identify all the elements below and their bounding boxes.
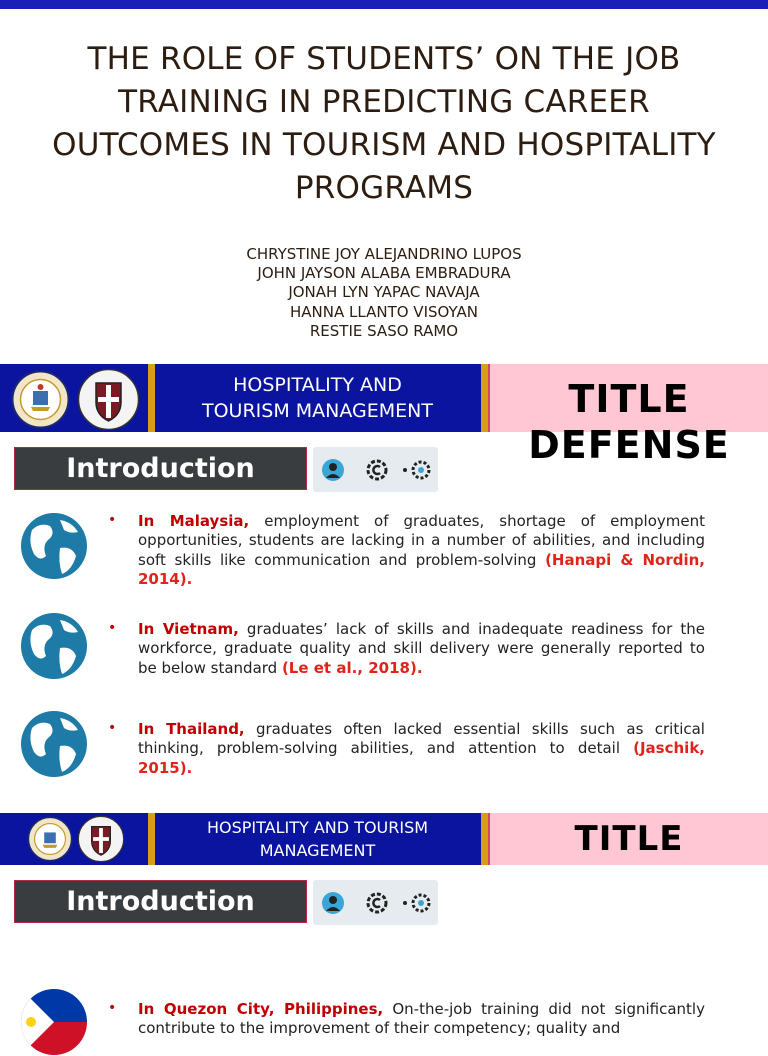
globe-icon — [20, 612, 88, 680]
program-line: MANAGEMENT — [259, 841, 376, 860]
program-name — [155, 813, 480, 865]
intro-paragraph — [138, 512, 705, 589]
slide-header-band — [0, 364, 768, 467]
icon-strip — [313, 880, 438, 925]
program-line: TOURISM MANAGEMENT — [202, 400, 433, 422]
location-label: In Quezon City, Philippines, — [138, 1000, 384, 1018]
globe-icon — [20, 512, 88, 580]
slide-header-band — [0, 813, 768, 865]
college-seal-logo — [28, 817, 72, 861]
author-name: JOHN JAYSON ALABA EMBRADURA — [257, 264, 511, 283]
program-line: HOSPITALITY AND TOURISM — [206, 818, 429, 837]
program-line: HOSPITALITY AND — [233, 374, 402, 396]
paragraph-text: employment of graduates, shortage of employment opportunities, students are lacking in a number of abilities, and including soft skills like communication and problem-solving — [138, 512, 705, 569]
shield-crest-logo — [78, 369, 139, 430]
divider-bar — [481, 364, 488, 432]
logo-group — [0, 364, 150, 432]
student-icon — [321, 891, 345, 915]
author-name: CHRYSTINE JOY ALEJANDRINO LUPOS — [246, 245, 522, 263]
title-defense-badge — [488, 364, 768, 467]
citation: (Hanapi & Nordin, 2014). — [138, 550, 706, 588]
divider-bar — [148, 813, 155, 865]
author-name: HANNA LLANTO VISOYAN — [290, 302, 478, 321]
logo-group — [0, 813, 150, 865]
badge-text: TITLE DEFENSE — [528, 377, 730, 467]
country-label: In Thailand, — [138, 720, 245, 738]
intro-paragraph — [138, 620, 705, 678]
gear-network-icon — [401, 891, 435, 915]
philippine-flag-icon — [20, 988, 88, 1056]
bullet: • — [108, 620, 117, 636]
top-accent-bar — [0, 0, 768, 9]
divider-bar — [481, 813, 488, 865]
bullet: • — [108, 1000, 117, 1016]
title-badge — [488, 813, 768, 865]
paragraph-text: graduates’ lack of skills and inadequate readiness for the workforce, graduate quality and skill delivery were generally reported to be below standard — [138, 620, 705, 677]
citation: (Jaschik, 2015). — [138, 739, 705, 777]
section-heading: Introduction — [14, 880, 307, 923]
citation: (Le et al., 2018). — [281, 658, 423, 677]
country-label: In Vietnam, — [138, 620, 239, 638]
icon-strip — [313, 447, 438, 492]
badge-text: TITLE — [574, 819, 684, 859]
copyright-icon — [365, 891, 389, 915]
shield-crest-logo — [78, 816, 124, 862]
student-icon — [321, 458, 345, 482]
bullet: • — [108, 720, 117, 736]
gear-network-icon — [401, 458, 435, 482]
intro-paragraph — [138, 1000, 705, 1039]
college-seal-logo — [12, 371, 69, 428]
section-heading: Introduction — [14, 447, 307, 490]
globe-icon — [20, 710, 88, 778]
intro-paragraph — [138, 720, 705, 778]
presentation-title: THE ROLE OF STUDENTS’ ON THE JOB TRAINING IN PREDICTING CAREER OUTCOMES IN TOURISM AND HOSPITALITY PROGRAMS — [52, 41, 716, 206]
author-list — [0, 245, 768, 341]
bullet: • — [108, 512, 117, 528]
program-name — [155, 364, 480, 432]
author-name: RESTIE SASO RAMO — [309, 321, 459, 340]
copyright-icon — [365, 458, 389, 482]
divider-bar — [148, 364, 155, 432]
paragraph-text: graduates often lacked essential skills such as critical thinking, problem-solving abilities, and attention to detail — [138, 720, 705, 758]
author-name: JONAH LYN YAPAC NAVAJA — [288, 283, 480, 302]
paragraph-text: On-the-job training did not significantly contribute to the improvement of their competency; quality and — [138, 1000, 705, 1038]
country-label: In Malaysia, — [138, 512, 250, 530]
